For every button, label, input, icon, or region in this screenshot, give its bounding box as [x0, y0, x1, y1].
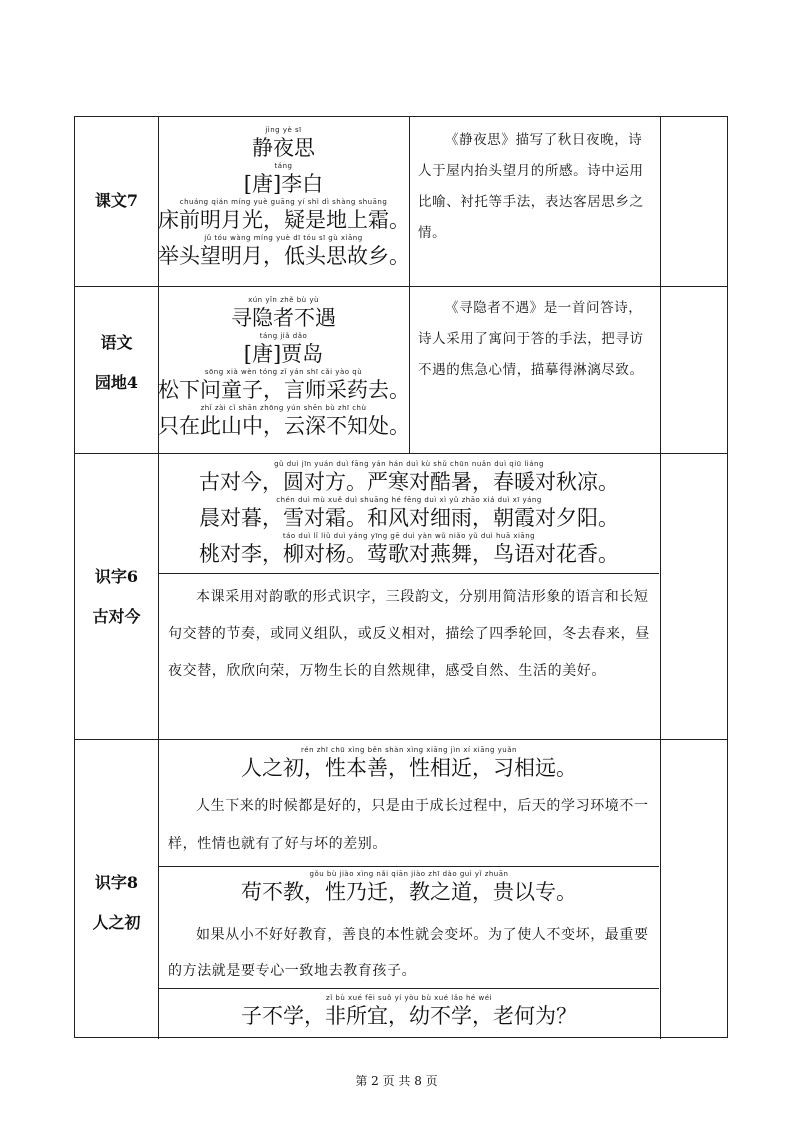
verse-explanation: 人生下来的时候都是好的，只是由于成长过程中，后天的学习环境不一样，性情也就有了好与坏的差别。 — [168, 798, 649, 852]
poem-author: [唐]贾岛 — [243, 342, 324, 366]
pinyin-line: táng jiǎ dǎo — [259, 332, 308, 340]
pinyin-line: táng — [274, 162, 293, 170]
verse-line: 子不学，非所宜，幼不学，老何为？ — [241, 1004, 577, 1028]
row-divider — [75, 739, 727, 740]
poem-title: 静夜思 — [252, 136, 315, 160]
poem-description: 《寻隐者不遇》是一首问答诗，诗人采用了寓问于答的手法，把寻访不遇的焦急心情，描摹得淋漓尽致。 — [418, 300, 644, 378]
classic-verse — [158, 745, 660, 781]
row-label: 识字6 古对今 — [92, 567, 141, 626]
column-divider — [409, 117, 410, 453]
poem-title: 寻隐者不遇 — [231, 306, 336, 330]
poem-xunyinzhe — [158, 295, 409, 439]
poem-jingyesi — [158, 125, 409, 269]
poem-description: 《静夜思》描写了秋日夜晚，诗人于屋内抬头望月的所感。诗中运用比喻、衬托等手法，表达客居思乡之情。 — [418, 132, 644, 241]
cell-divider — [158, 573, 659, 574]
pinyin-line: rén zhī chū xìng běn shàn xìng xiāng jìn xí xiāng yuǎn — [301, 746, 517, 754]
pinyin-line: chuáng qián míng yuè guāng yí shì dì shàng shuāng — [179, 198, 388, 206]
verse-line: 人之初，性本善，性相近，习相远。 — [241, 756, 577, 780]
poem-line: 只在此山中，云深不知处。 — [158, 414, 410, 438]
row-label: 课文7 — [94, 191, 139, 210]
poem-line: 举头望明月，低头思故乡。 — [158, 244, 410, 268]
lesson-description: 本课采用对韵歌的形式识字，三段韵文，分别用简洁形象的语言和长短句交替的节奏，或同义组队，或反义相对，描绘了四季轮回，冬去春来，昼夜交替，欣欣向荣，万物生长的自然规律，感受自然、生活的美好。 — [168, 589, 650, 679]
pinyin-line: gǔ duì jīn yuán duì fāng yán hán duì kù shǔ chūn nuǎn duì qiū liáng — [274, 460, 544, 468]
row-label: 识字8 人之初 — [92, 873, 141, 932]
row-label: 语文 园地4 — [94, 333, 139, 392]
pinyin-line: zhǐ zài cǐ shān zhōng yún shēn bù zhī chù — [200, 404, 367, 412]
pinyin-line: chén duì mù xuě duì shuāng hé fēng duì xì yǔ zhāo xiá duì xī yáng — [276, 496, 542, 504]
pinyin-line: jǔ tóu wàng míng yuè dī tóu sī gù xiāng — [204, 234, 363, 242]
pinyin-line: sōng xià wèn tóng zǐ yán shī cǎi yào qù — [204, 368, 363, 376]
verse-line: 桃对李，柳对杨。莺歌对燕舞，鸟语对花香。 — [199, 542, 619, 566]
lesson-table — [74, 116, 728, 1038]
verse-explanation: 如果从小不好好教育，善良的本性就会变坏。为了使人不变坏，最重要的方法就是要专心一致地去教育孩子。 — [168, 927, 649, 979]
column-divider — [660, 117, 661, 1039]
classic-verse — [158, 869, 660, 905]
verse-line: 苟不教，性乃迁，教之道，贵以专。 — [241, 880, 577, 904]
verse-line: 古对今，圆对方。严寒对酷暑，春暖对秋凉。 — [199, 470, 619, 494]
pinyin-line: jìng yè sī — [265, 126, 302, 134]
pinyin-line: xún yǐn zhě bù yù — [248, 296, 319, 304]
verse-line: 晨对暮，雪对霜。和风对细雨，朝霞对夕阳。 — [199, 506, 619, 530]
row-divider — [75, 286, 727, 287]
page-footer: 第 2 页 共 8 页 — [355, 1074, 438, 1088]
row-divider — [75, 453, 727, 454]
pinyin-line: táo duì lǐ liǔ duì yáng yīng gē duì yàn wǔ niǎo yǔ duì huā xiāng — [282, 532, 536, 540]
classic-verse — [158, 993, 660, 1029]
cell-divider — [158, 866, 659, 867]
pinyin-line: gǒu bù jiào xìng nǎi qiān jiào zhī dào guì yǐ zhuān — [309, 870, 509, 878]
poem-author: [唐]李白 — [243, 172, 324, 196]
pinyin-line: zǐ bù xué fēi suǒ yí yòu bù xué lǎo hé wéi — [326, 994, 492, 1002]
rhyme-verses — [158, 459, 660, 567]
poem-line: 松下问童子，言师采药去。 — [158, 378, 410, 402]
poem-line: 床前明月光，疑是地上霜。 — [158, 208, 410, 232]
